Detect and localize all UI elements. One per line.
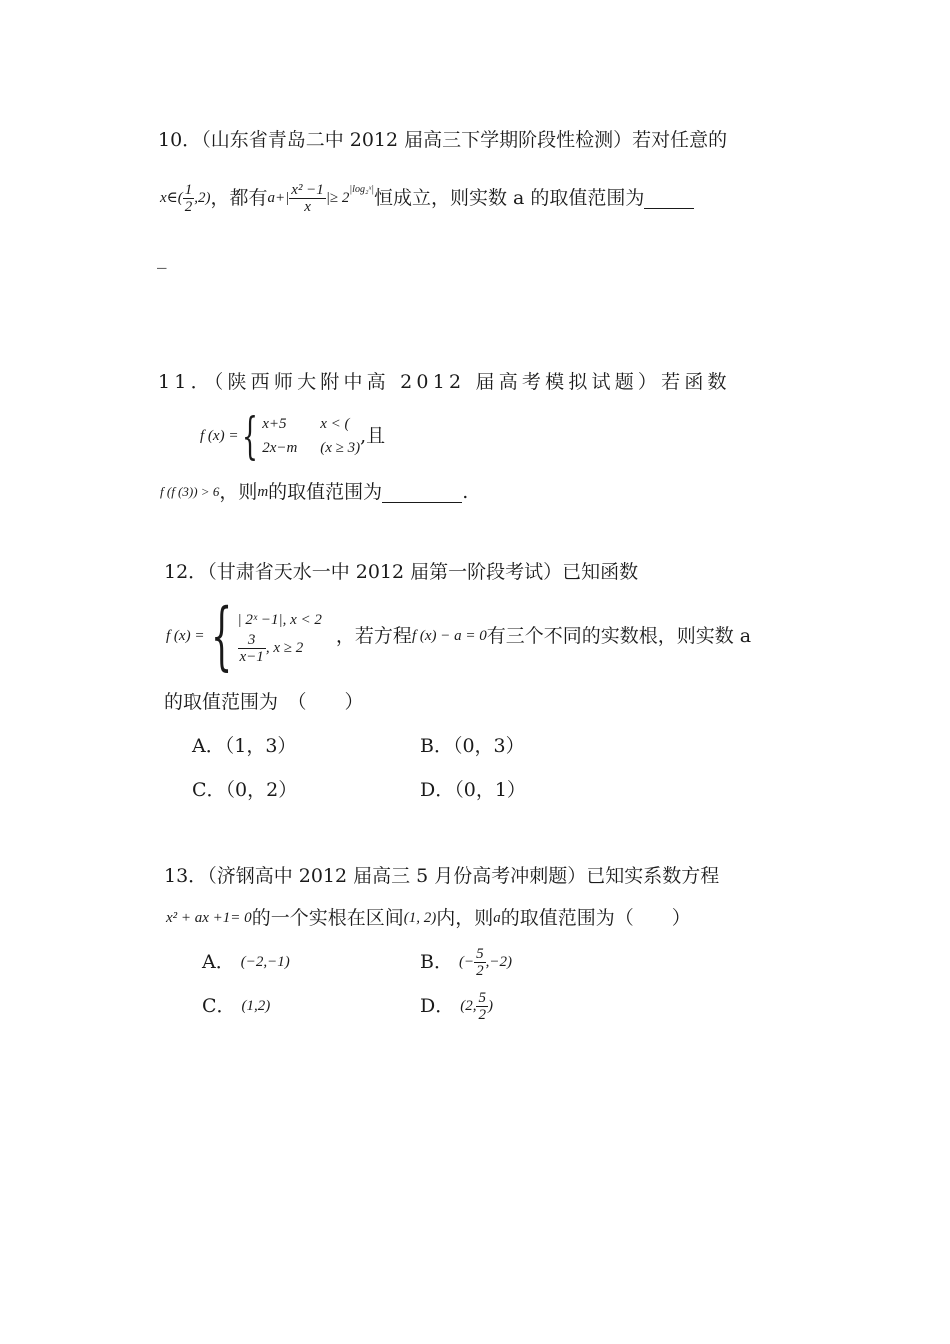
q12-option-b[interactable]	[420, 734, 525, 758]
q13-option-d[interactable]	[420, 986, 493, 1026]
option-fraction	[474, 946, 486, 979]
q13-tail: 的取值范围为（ ）	[500, 907, 691, 929]
q13-number: 13．	[164, 865, 208, 887]
option-frac-num: 5	[476, 945, 484, 962]
q10-half-num: 1	[184, 181, 193, 198]
q10-tail: 恒成立，则实数 a 的取值范围为	[374, 187, 645, 209]
q10-half-den: 2	[184, 198, 193, 215]
q10-main-fraction	[289, 182, 326, 215]
option-value: （0，3）	[452, 735, 525, 757]
q11-period: .	[462, 481, 469, 503]
q10-source: （山东省青岛二中 2012 届高三下学期阶段性检测）若对任意的	[201, 129, 728, 151]
q12-number: 12．	[164, 561, 208, 583]
q12-source: （甘肃省天水一中 2012 届第一阶段考试）已知函数	[207, 561, 639, 583]
q11-tail: ，则	[219, 481, 258, 503]
q11-and: ,且	[360, 425, 386, 447]
q11-tail2: 的取值范围为	[268, 481, 383, 503]
option-fraction	[476, 990, 488, 1023]
q12-case2-fraction	[238, 632, 266, 665]
q10-answer-blank[interactable]	[644, 188, 694, 209]
q11-case2-cond: (x ≥ 3)	[320, 440, 361, 456]
q11-cond-expr: f (f (3)) > 6	[160, 484, 220, 499]
q13-option-a[interactable]	[202, 950, 290, 974]
q11-case2-expr: 2x−m	[262, 440, 298, 456]
q11-condition	[160, 480, 468, 504]
option-label: C．	[192, 779, 226, 801]
option-value: (−2,−1)	[240, 954, 290, 970]
option-label: D．	[420, 779, 455, 801]
q12-case2	[238, 632, 322, 665]
q11-piecewise	[200, 407, 386, 465]
q13-statement	[166, 906, 691, 930]
q12-fx: f (x) =	[166, 627, 205, 644]
q12-option-d[interactable]	[420, 778, 526, 802]
option-label: A．	[192, 735, 225, 757]
q12-case2-den: x−1	[239, 648, 264, 665]
q11-answer-blank[interactable]	[382, 482, 462, 503]
q11-case2	[262, 436, 360, 460]
q11-case1-cond: x < (	[320, 416, 350, 432]
q10-frac-den: x	[304, 198, 311, 215]
q10-ge-two: |≥ 2	[325, 190, 350, 206]
q10-frac-num: x² −1	[291, 181, 324, 198]
option-value: （0，2）	[225, 779, 298, 801]
q12-heading	[164, 560, 638, 584]
q12-tail: 有三个不同的实数根，则实数 a	[486, 625, 752, 647]
q11-cases	[262, 412, 360, 460]
q10-x-in: x∈(	[160, 190, 183, 206]
q13-interval: (1, 2)	[403, 910, 437, 926]
q12-option-c[interactable]	[192, 778, 297, 802]
option-label: B．	[420, 735, 453, 757]
q12-eq: f (x) − a = 0	[411, 627, 487, 644]
q13-eq: x² + ax +1= 0	[166, 910, 252, 926]
option-frac-den: 2	[478, 1006, 486, 1023]
q12-mid: ，若方程	[335, 625, 412, 647]
option-label: C．	[202, 995, 236, 1017]
q11-case1-expr: x+5	[262, 416, 287, 432]
q12-line2: 的取值范围为 （ ）	[164, 691, 364, 713]
q12-case2-cond: , x ≥ 2	[265, 639, 304, 656]
option-value: （1，3）	[224, 735, 297, 757]
option-value: (1,2)	[241, 998, 271, 1014]
q12-piecewise	[166, 593, 752, 679]
q11-brace: {	[242, 407, 259, 465]
q10-dash: _	[157, 247, 167, 269]
option-frac-den: 2	[476, 962, 484, 979]
option-frac-num: 5	[478, 989, 486, 1006]
q13-heading	[164, 864, 719, 888]
option-value-pre: (−	[458, 954, 475, 970]
q10-a-plus: a+|	[267, 190, 290, 206]
q10-x-in-end: ,2)	[194, 190, 211, 206]
option-value: （0，1）	[454, 779, 526, 801]
q13-source: （济钢高中 2012 届高三 5 月份高考冲刺题）已知实系数方程	[207, 865, 720, 887]
q10-number: 10．	[158, 129, 202, 151]
q10-half-fraction	[183, 182, 195, 215]
q12-brace: {	[211, 593, 233, 679]
q13-a: a	[493, 910, 501, 926]
q10-heading	[158, 128, 727, 152]
q12-cases	[238, 608, 322, 665]
q11-m: m	[257, 484, 269, 500]
q13-mid: 的一个实根在区间	[251, 907, 404, 929]
q13-option-c[interactable]	[202, 994, 270, 1018]
q11-fx: f (x) =	[200, 427, 239, 444]
q10-exponent: |log₂ˣ|	[349, 184, 374, 195]
q11-heading	[158, 370, 731, 394]
option-label: D．	[420, 995, 455, 1017]
option-value-post: ,−2)	[485, 954, 512, 970]
option-label: A．	[202, 951, 235, 973]
q11-case1	[262, 412, 360, 436]
option-value-pre: (2,	[460, 998, 477, 1014]
q13-option-b[interactable]	[420, 942, 512, 982]
q13-mid2: 内，则	[436, 907, 494, 929]
q12-case2-num: 3	[238, 632, 266, 649]
q11-number: 11．	[158, 371, 214, 393]
q12-case1: | 2ˣ −1|, x < 2	[237, 611, 322, 628]
q10-all-have: ，都有	[210, 187, 268, 209]
option-label: B．	[420, 951, 453, 973]
q12-option-a[interactable]	[192, 734, 296, 758]
q10-condition	[160, 176, 694, 220]
q11-source: （陕西师大附中高 2012 届高考模拟试题）若函数	[213, 371, 731, 393]
option-value-post: )	[487, 998, 493, 1014]
